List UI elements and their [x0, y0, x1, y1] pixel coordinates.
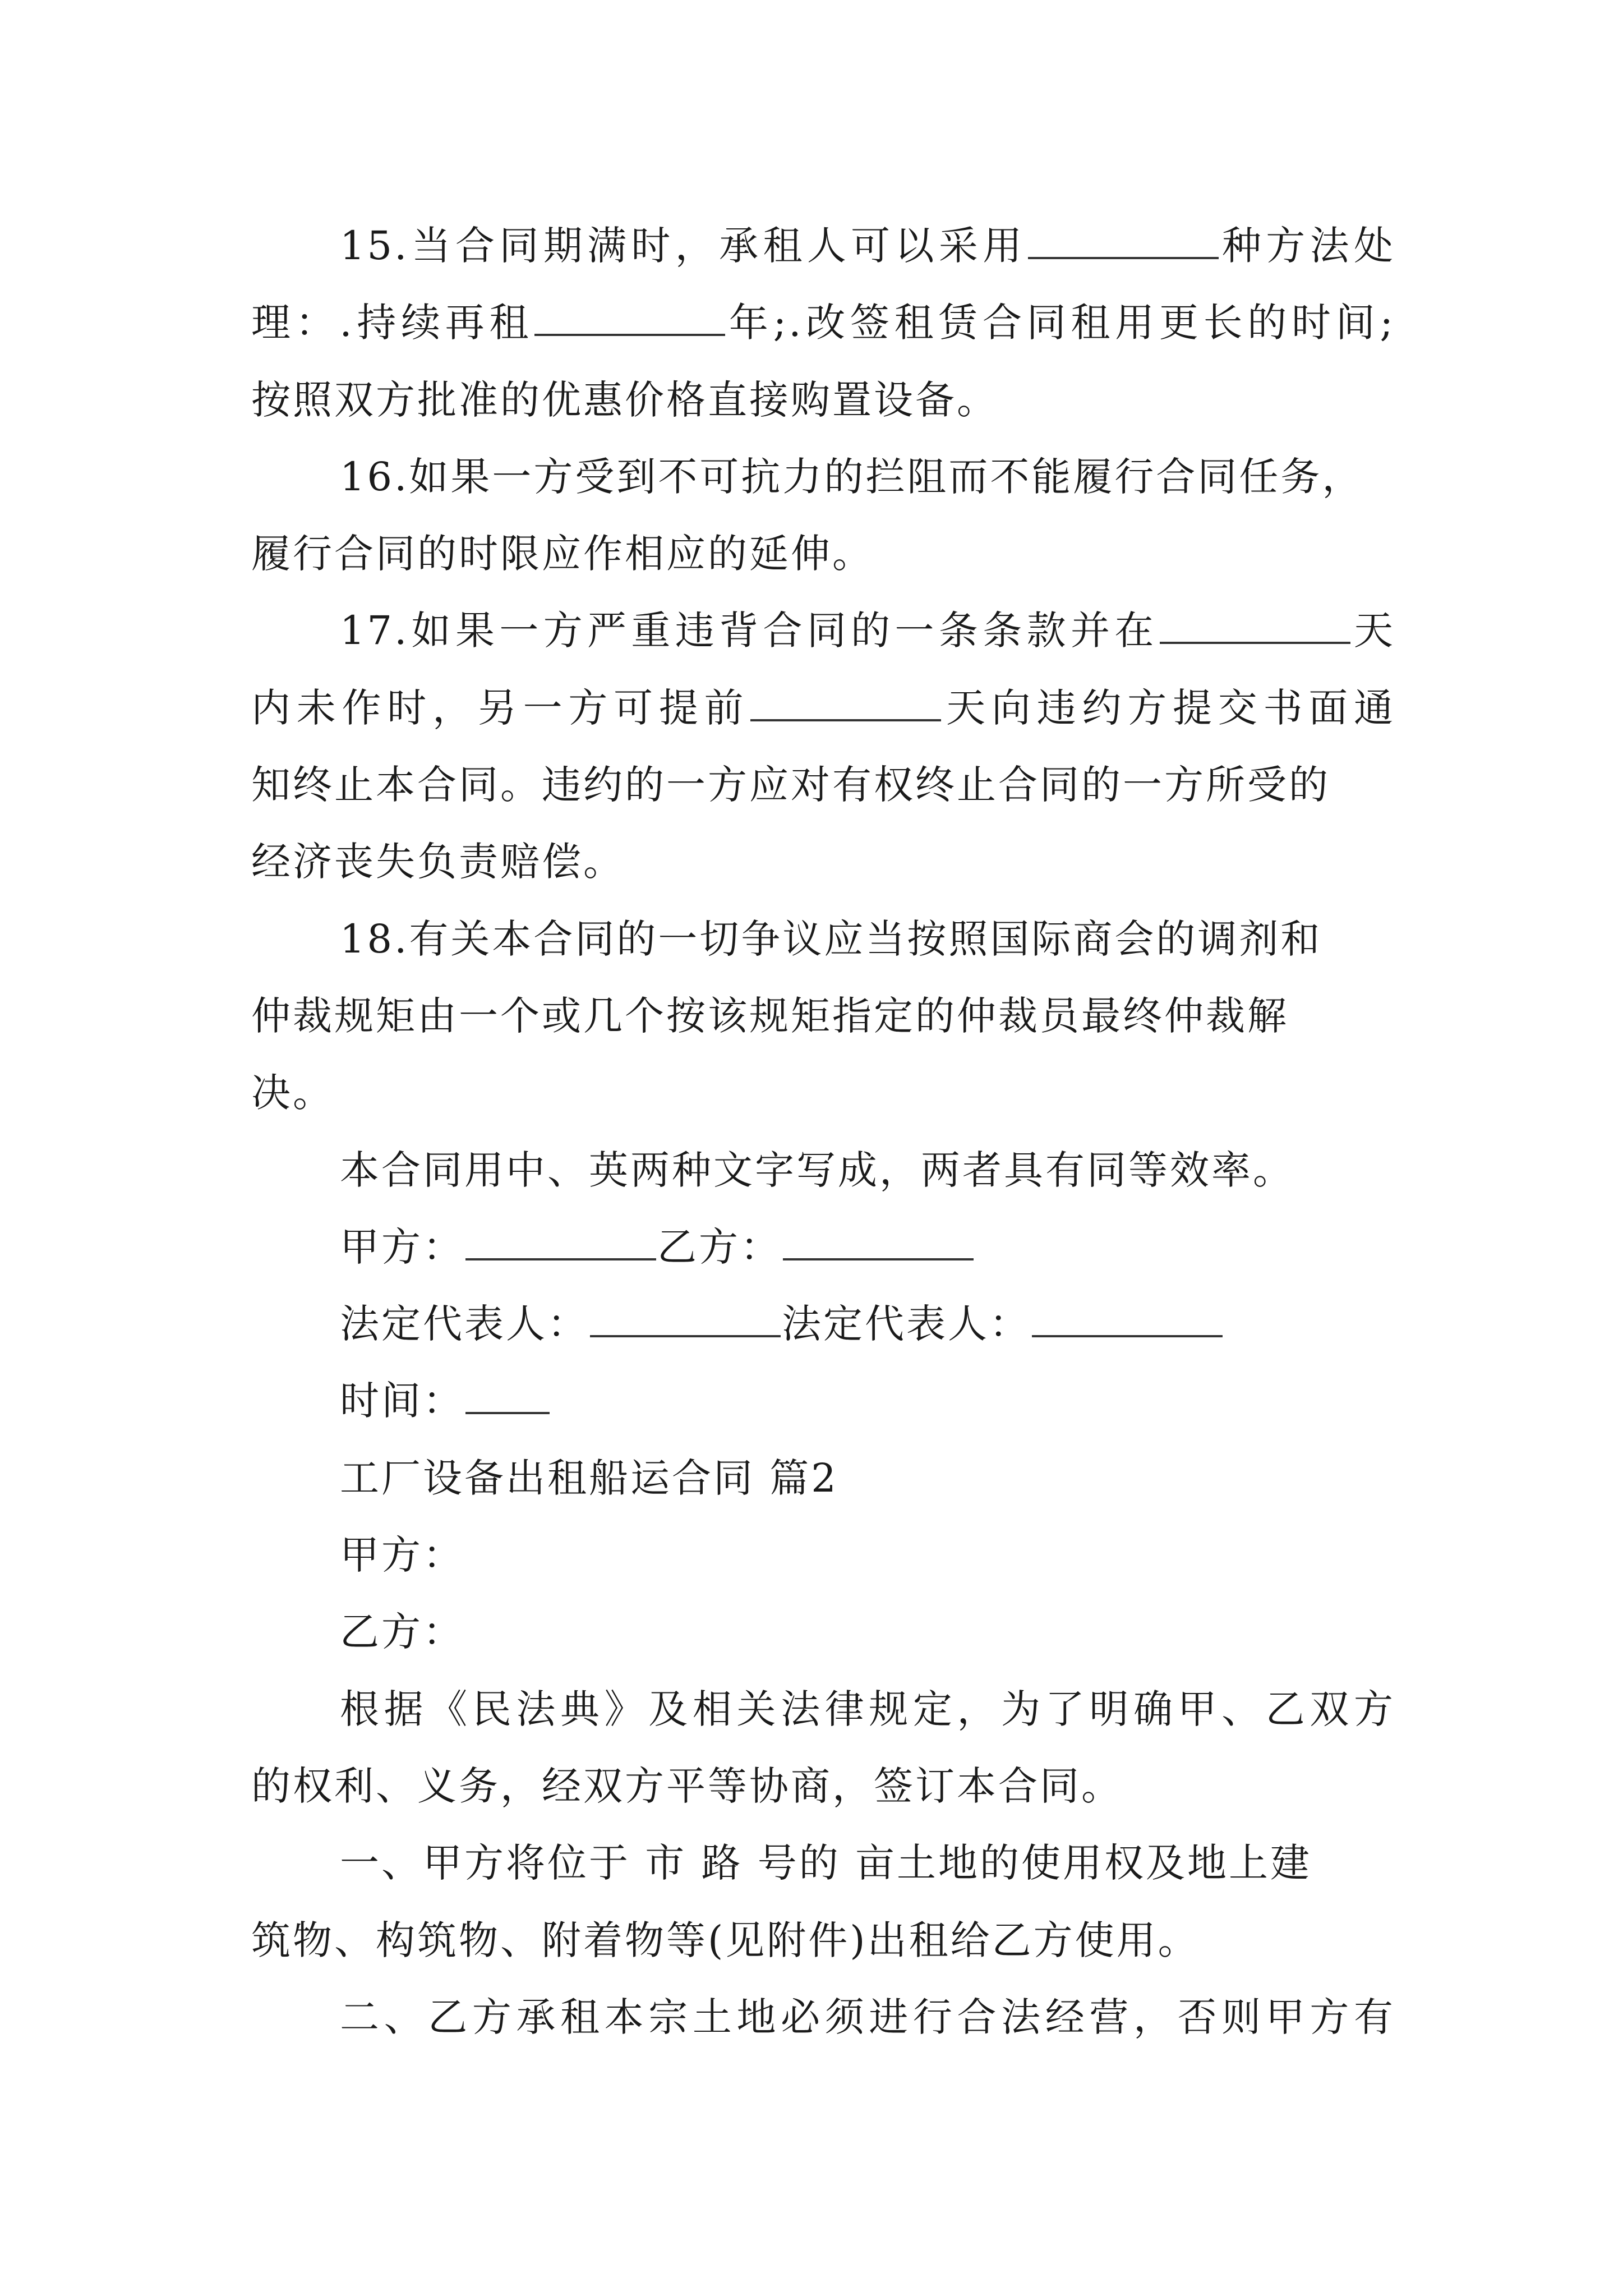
party-a-label: 甲方： [340, 1223, 464, 1270]
clause-17-line-2 [251, 670, 1395, 747]
clause-18-line-2: 仲裁规矩由一个或几个按该规矩指定的仲裁员最终仲裁解 [251, 992, 1289, 1039]
clause-17-text: 天向违约方提交书面通 [942, 684, 1396, 731]
clause-18-line-1: 18.有关本合同的一切争议应当按照国际商会的调剂和 [340, 915, 1322, 962]
clause-15-line-3: 按照双方批准的优惠价格直接购置设备。 [251, 376, 998, 423]
rep-a-label: 法定代表人： [340, 1301, 589, 1347]
section-2-party-b: 乙方： [340, 1609, 464, 1655]
clause-15-line-1 [251, 208, 1395, 284]
section-2-party-a: 甲方： [340, 1532, 464, 1579]
section-2-item-2-line-1: 二、乙方承租本宗土地必须进行合法经营，否则甲方有 [340, 1994, 1395, 2040]
clause-18-line-3: 决。 [251, 1070, 334, 1116]
rep-b-blank [1032, 1296, 1223, 1337]
time-blank [465, 1373, 550, 1414]
clause-17-line-3: 知终止本合同。违约的一方应对有权终止合同的一方所受的 [251, 762, 1330, 808]
time-label: 时间： [340, 1378, 464, 1424]
section-2-intro-line-1: 根据《民法典》及相关法律规定，为了明确甲、乙双方 [340, 1686, 1395, 1732]
party-b-label: 乙方： [657, 1223, 782, 1270]
blank-field [534, 295, 725, 336]
rep-b-label: 法定代表人： [782, 1301, 1031, 1347]
clause-17-text: 天 [1351, 608, 1396, 654]
blank-field [1160, 602, 1350, 644]
clause-15-text: 15.当合同期满时，承租人可以采用 [340, 223, 1027, 269]
document-page [251, 208, 1395, 2056]
clause-16-line-2: 履行合同的时限应作相应的延伸。 [251, 531, 874, 577]
blank-field [750, 680, 941, 721]
blank-field [1028, 218, 1219, 259]
signature-time [251, 1363, 1395, 1439]
languages-note: 本合同用中、英两种文字写成，两者具有同等效率。 [340, 1147, 1294, 1193]
clause-15-text: 年;.改签租赁合同租用更长的时间; [726, 300, 1395, 346]
clause-15-text: 种方法处 [1219, 223, 1395, 269]
signature-representatives [251, 1286, 1395, 1363]
clause-17-text: 17.如果一方严重违背合同的一条条款并在 [340, 608, 1159, 654]
clause-16-line-1: 16.如果一方受到不可抗力的拦阻而不能履行合同任务， [340, 453, 1364, 500]
signature-parties [251, 1209, 1395, 1286]
clause-17-text: 内未作时，另一方可提前 [251, 684, 750, 731]
party-a-blank [465, 1219, 656, 1260]
section-2-item-1-line-2: 筑物、构筑物、附着物等(见附件)出租给乙方使用。 [251, 1917, 1200, 1963]
clause-17-line-4: 经济丧失负责赔偿。 [251, 839, 625, 885]
party-b-blank [783, 1219, 974, 1260]
clause-15-line-2 [251, 284, 1395, 361]
clause-15-text: 理：.持续再租 [251, 300, 534, 346]
section-2-title: 工厂设备出租船运合同 篇2 [340, 1455, 838, 1501]
clause-17-line-1 [251, 592, 1395, 669]
rep-a-blank [590, 1296, 781, 1337]
section-2-item-1-line-1: 一、甲方将位于 市 路 号的 亩土地的使用权及地上建 [340, 1840, 1312, 1887]
section-2-intro-line-2: 的权利、义务，经双方平等协商，签订本合同。 [251, 1763, 1123, 1809]
